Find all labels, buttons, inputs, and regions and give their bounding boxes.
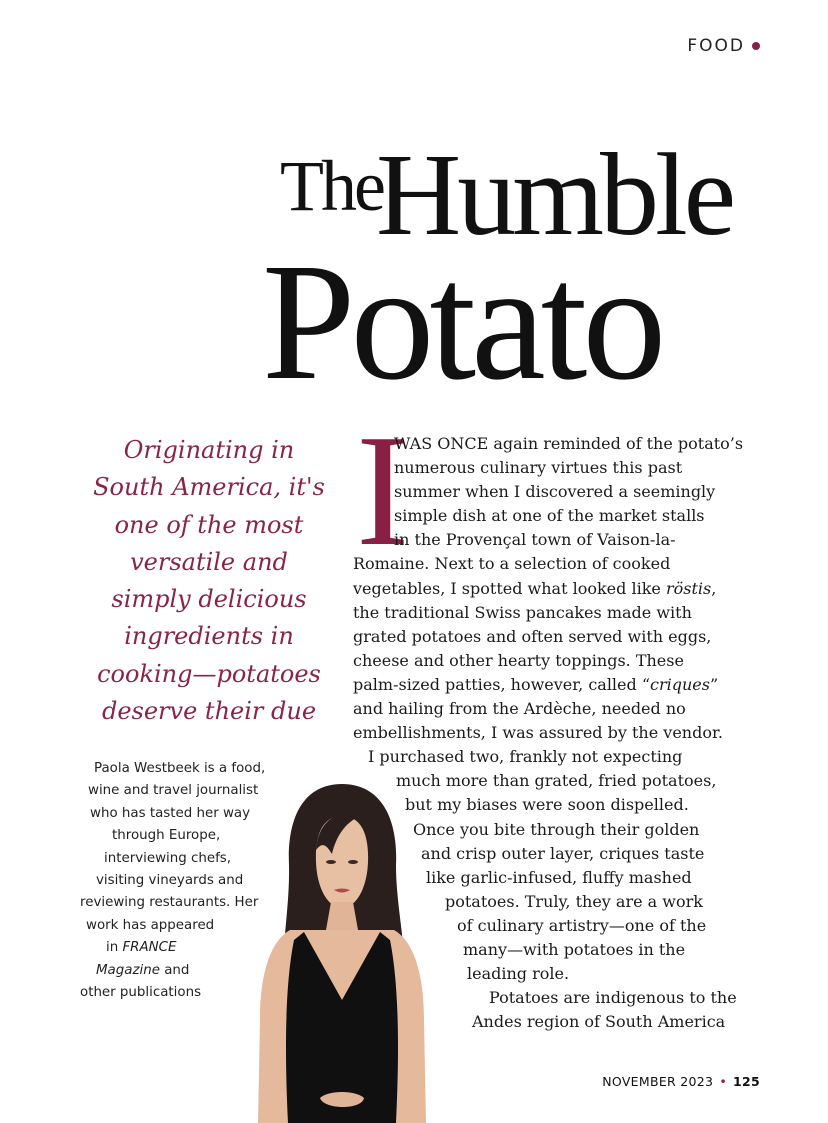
bio-line: interviewing chefs, [104,850,232,866]
article-line: grated potatoes and often served with eggs, [353,626,712,646]
article-line: Potatoes are indigenous to the [489,988,737,1008]
article-body [0,401,828,1034]
bio-line: who has tasted her way [90,805,251,821]
article-text: vegetables, I spotted what looked like [353,578,666,598]
pull-quote-line: one of the most [114,510,304,539]
article-text: palm-sized patties, however, called “ [353,674,651,694]
article-line: I purchased two, frankly not expecting [368,747,683,767]
article-line: leading role. [467,964,570,984]
bio-line: visiting vineyards and [96,873,244,889]
pull-quote-line: cooking—potatoes [97,659,321,688]
section-label [687,36,760,56]
article-line: many—with potatoes in the [463,939,686,959]
bio-text: and [159,962,190,978]
article-line: simple dish at one of the market stalls [394,506,705,526]
article-text: ” [709,674,719,694]
section-dot [752,42,760,50]
bio-line: wine and travel journalist [88,783,259,799]
article-line: and crisp outer layer, criques taste [421,843,705,863]
lead-in: WAS ONCE [394,434,489,453]
article-line: Andes region of South America [472,1012,726,1032]
bio-line: through Europe, [112,828,221,844]
title-word-potato: Potato [262,229,662,415]
publication-name: FRANCE [122,940,177,956]
article-line [353,673,828,697]
article-line: Romaine. Next to a selection of cooked [353,554,671,574]
article-line [353,577,828,601]
article-line: cheese and other hearty toppings. These [353,650,684,670]
article-line: but my biases were soon dispelled. [405,795,689,815]
drop-cap: I [356,401,410,579]
bio-line: other publications [80,985,202,1001]
article-line: in the Provençal town of Vaison-la- [394,530,676,550]
pull-quote-line: simply delicious [111,585,307,614]
article-text: , [711,578,717,598]
pull-quote-line: South America, it's [93,473,325,502]
italic-term: röstis [665,578,712,598]
pull-quote-line: deserve their due [101,697,317,726]
article-line: potatoes. Truly, they are a work [445,891,703,911]
footer-separator-dot: • [719,1074,727,1089]
article-line: of culinary artistry—one of the [457,915,707,935]
bio-line: Paola Westbeek is a food, [94,761,266,776]
bio-line: work has appeared [86,917,215,933]
title-word-the: The [280,146,383,226]
bio-text: in [106,940,123,956]
article-line: numerous culinary virtues this past [394,458,683,478]
article-line: embellishments, I was assured by the vendor. [353,723,723,743]
italic-term: criques [650,674,710,694]
article-text: again reminded of the potato’s [488,434,744,453]
article-line: the traditional Swiss pancakes made with [353,602,692,622]
issue-date: NOVEMBER 2023 [602,1074,714,1089]
bio-line: reviewing restaurants. Her [80,895,259,911]
article-line: and hailing from the Ardèche, needed no [353,699,686,719]
section-label-text: FOOD [687,36,745,56]
pull-quote-line: versatile and [130,547,288,576]
title-word-humble: Humble [376,129,733,260]
article-line: much more than grated, fried potatoes, [396,771,717,791]
pull-quote-line: ingredients in [124,622,294,651]
pull-quote-line: Originating in [123,436,295,464]
article-line: Once you bite through their golden [413,819,700,839]
article-line: like garlic-infused, fluffy mashed [426,867,692,887]
article-line [394,432,828,456]
article-line: summer when I discovered a seemingly [394,482,716,502]
page-number: 125 [733,1074,760,1089]
publication-name: Magazine [96,962,160,978]
page-footer [602,1074,760,1089]
